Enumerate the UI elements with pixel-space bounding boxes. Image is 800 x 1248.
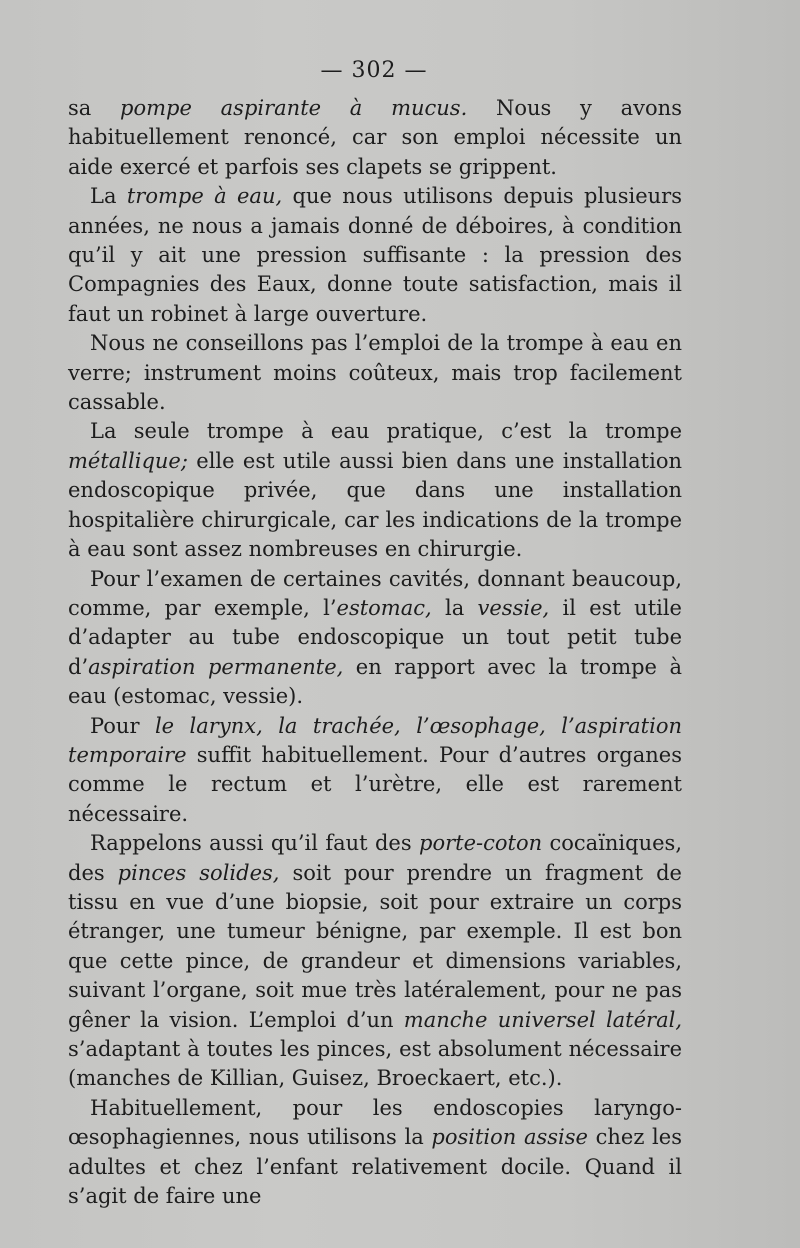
text-segment: Rappelons aussi qu’il faut des (90, 831, 420, 856)
paragraph (68, 1094, 682, 1212)
text-segment: Pour (90, 713, 155, 738)
italic-text: aspiration permanente, (88, 654, 344, 679)
italic-text: métallique; (68, 448, 188, 473)
text-segment: Habituellement, pour les endoscopies laryngo-œsophagiennes, nous utilisons la (68, 1095, 682, 1150)
italic-text: estomac, (336, 595, 432, 620)
text-segment: suffit habituellement. Pour d’autres organes comme le rectum et l’urètre, elle est rarement nécessaire. (68, 742, 682, 826)
text-segment: La seule trompe à eau pratique, c’est la trompe (90, 419, 682, 444)
text-segment: il est utile d’adapter au tube endoscopique un tout petit tube d’ (68, 595, 682, 679)
text-segment: en rapport avec la trompe à eau (estomac, vessie). (68, 654, 682, 709)
text-segment: la (431, 595, 478, 620)
italic-text: pinces solides, (117, 860, 280, 885)
page-number: — 302 — (320, 58, 428, 83)
paragraph (68, 712, 682, 830)
paragraph (68, 829, 682, 1094)
text-segment: s’adaptant à toutes les pinces, est absolument nécessaire (manches de Killian, Guisez, Broeckaert, etc.). (68, 1037, 682, 1091)
text-segment: Nous ne conseillons pas l’emploi de la trompe à eau en verre; instrument moins coûteux, mais trop facilement cassable. (68, 331, 682, 415)
text-segment: elle est utile aussi bien dans une installation endoscopique privée, que dans une installation hospitalière chirurgicale, car les indications de la trompe à eau sont assez nombreuses en chirurgie. (68, 448, 682, 562)
text-segment: La (90, 184, 127, 209)
italic-text: trompe à eau, (126, 184, 283, 209)
italic-text: le larynx, la trachée, l’œsophage, l’aspiration temporaire (68, 713, 682, 767)
text-segment: Nous y avons habituellement renoncé, car son emploi nécessite un aide exercé et parfois ses clapets se grippent. (68, 96, 682, 179)
italic-text: position assise (431, 1125, 588, 1150)
paragraph (68, 94, 682, 182)
text-segment: que nous utilisons depuis plusieurs années, ne nous a jamais donné de déboires, à condition qu’il y ait une pression suffisante : la pression des Compagnies des Eaux, donne toute satisfaction, mais il faut un robinet à large ouverture. (68, 184, 683, 326)
paragraph (68, 329, 682, 417)
text-segment: cocaïniques, des (68, 831, 682, 885)
italic-text: manche universel latéral, (403, 1007, 683, 1032)
body-text (68, 94, 682, 1211)
text-segment: Pour l’examen de certaines cavités, donnant beaucoup, comme, par exemple, l’ (68, 566, 682, 620)
paragraph (68, 182, 682, 329)
italic-text: pompe aspirante à mucus. (120, 96, 468, 120)
paragraph (68, 565, 682, 712)
text-segment: sa (68, 96, 121, 120)
paragraph (68, 417, 682, 564)
italic-text: vessie, (477, 595, 550, 620)
text-segment: soit pour prendre un fragment de tissu en vue d’une biopsie, soit pour extraire un corps étranger, une tumeur bénigne, par exemple. Il est bon que cette pince, de grandeur et dimensions variables, suivant l’organe, soit mue très latéralement, pour ne pas gêner la vision. L’emploi d’un (68, 860, 682, 1032)
italic-text: porte-coton (419, 831, 543, 856)
text-segment: chez les adultes et chez l’enfant relativement docile. Quand il s’agit de faire une (68, 1125, 682, 1209)
